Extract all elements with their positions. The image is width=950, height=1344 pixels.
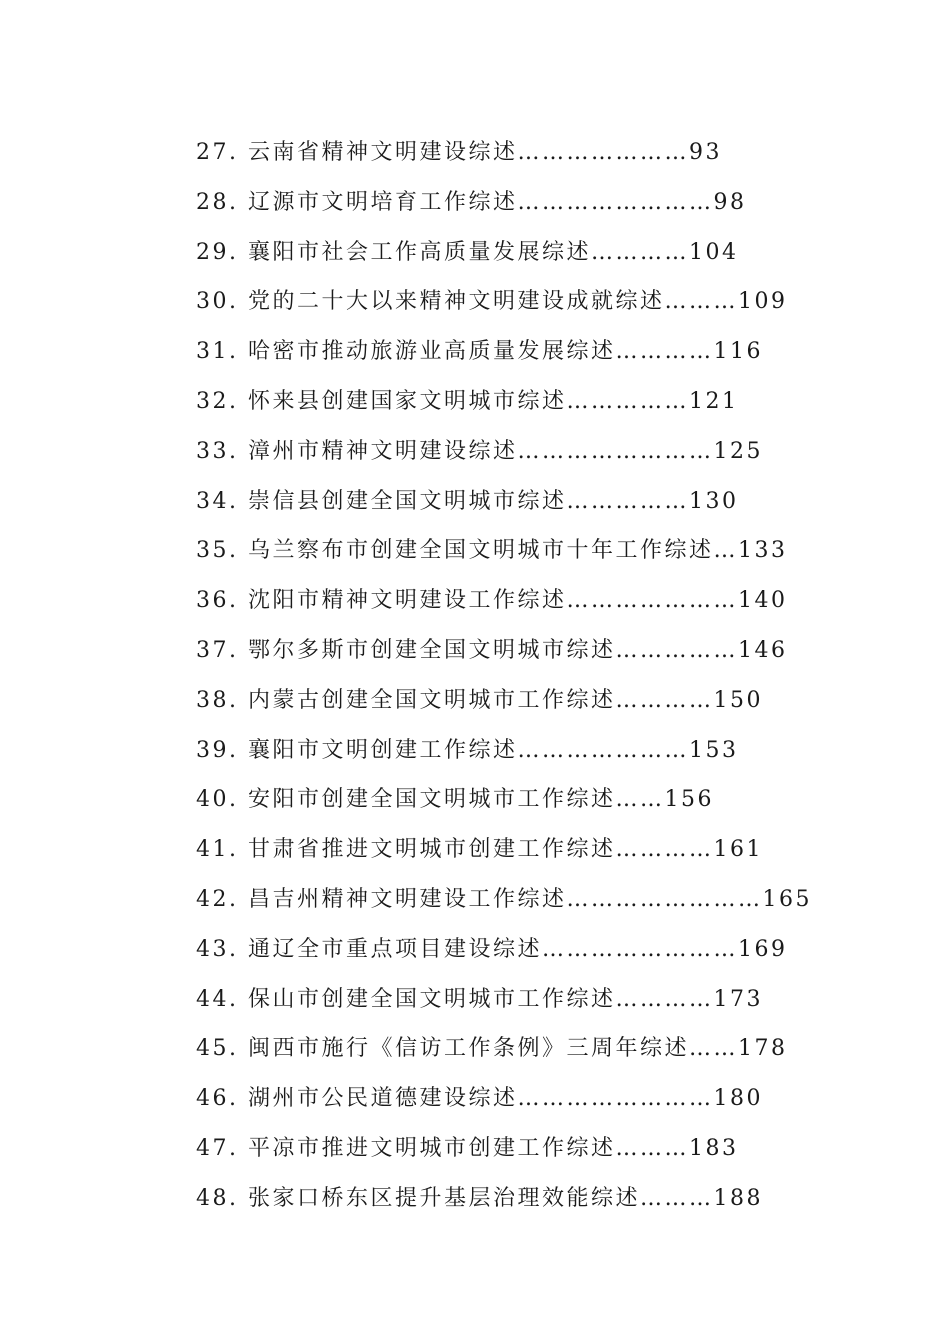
entry-number: 40. — [196, 787, 239, 813]
entry-page-number: 169 — [738, 936, 788, 962]
entry-title: 云南省精神文明建设综述 — [248, 140, 518, 165]
entry-title: 漳州市精神文明建设综述 — [248, 438, 518, 464]
entry-title: 怀来县创建国家文明城市综述 — [248, 388, 567, 414]
entry-leader-dots: ……… — [664, 289, 739, 315]
entry-title: 襄阳市社会工作高质量发展综述 — [248, 239, 592, 265]
entry-number: 46. — [196, 1086, 239, 1112]
entry-number: 47. — [196, 1135, 239, 1161]
entry-page-number: 156 — [664, 787, 715, 813]
table-of-contents — [196, 128, 896, 1224]
entry-title: 通辽全市重点项目建设综述 — [248, 936, 543, 962]
entry-title: 保山市创建全国文明城市工作综述 — [248, 986, 616, 1012]
entry-page-number: 153 — [689, 737, 739, 763]
entry-leader-dots: …… — [615, 787, 665, 813]
entry-page-number: 180 — [713, 1086, 764, 1112]
entry-title: 平凉市推进文明城市创建工作综述 — [248, 1135, 616, 1161]
toc-entry — [196, 377, 896, 427]
entry-number: 45. — [196, 1036, 239, 1062]
entry-title: 崇信县创建全国文明城市综述 — [248, 488, 567, 514]
toc-entry — [196, 1124, 896, 1174]
entry-title: 内蒙古创建全国文明城市工作综述 — [248, 687, 616, 713]
toc-entry — [196, 576, 896, 626]
toc-entry — [196, 626, 896, 676]
entry-page-number: 125 — [713, 438, 764, 464]
entry-title: 甘肃省推进文明城市创建工作综述 — [248, 837, 616, 863]
toc-entry — [196, 875, 896, 925]
entry-number: 33. — [196, 438, 239, 464]
entry-leader-dots: …………………… — [517, 189, 714, 215]
entry-leader-dots: ……… — [615, 1135, 690, 1161]
toc-entry — [196, 427, 896, 477]
entry-leader-dots: ………… — [615, 687, 714, 713]
entry-leader-dots: …………………… — [566, 886, 763, 912]
entry-title: 湖州市公民道德建设综述 — [248, 1086, 518, 1112]
entry-leader-dots: …………… — [566, 388, 690, 414]
entry-leader-dots: ………… — [615, 339, 714, 365]
entry-page-number: 188 — [713, 1185, 764, 1211]
toc-entry — [196, 327, 896, 377]
entry-number: 35. — [196, 538, 239, 564]
entry-number: 39. — [196, 737, 239, 763]
entry-leader-dots: ………………… — [566, 588, 739, 614]
entry-leader-dots: ………… — [591, 239, 690, 265]
toc-entry — [196, 925, 896, 975]
entry-title: 哈密市推动旅游业高质量发展综述 — [248, 339, 616, 365]
entry-leader-dots: …………… — [566, 488, 690, 514]
entry-title: 辽源市文明培育工作综述 — [248, 189, 518, 215]
toc-entry — [196, 825, 896, 875]
entry-title: 沈阳市精神文明建设工作综述 — [248, 588, 567, 614]
entry-number: 29. — [196, 239, 239, 265]
entry-leader-dots: …………… — [615, 637, 739, 663]
entry-page-number: 146 — [738, 637, 788, 663]
toc-entry — [196, 726, 896, 776]
entry-title: 安阳市创建全国文明城市工作综述 — [248, 787, 616, 813]
entry-page-number: 121 — [689, 388, 739, 414]
entry-title: 鄂尔多斯市创建全国文明城市综述 — [248, 637, 616, 663]
toc-entry — [196, 1074, 896, 1124]
entry-number: 38. — [196, 687, 239, 713]
entry-page-number: 183 — [689, 1135, 739, 1161]
entry-leader-dots: …………………… — [517, 1086, 714, 1112]
entry-page-number: 98 — [713, 189, 747, 215]
entry-number: 41. — [196, 837, 239, 863]
entry-number: 34. — [196, 488, 239, 514]
entry-title: 昌吉州精神文明建设工作综述 — [248, 886, 567, 912]
entry-page-number: 109 — [738, 289, 788, 315]
toc-entry — [196, 228, 896, 278]
entry-title: 襄阳市文明创建工作综述 — [248, 737, 518, 763]
entry-number: 28. — [196, 189, 239, 215]
entry-number: 27. — [196, 140, 239, 165]
entry-leader-dots: … — [713, 538, 739, 564]
entry-page-number: 150 — [713, 687, 764, 713]
entry-page-number: 104 — [689, 239, 739, 265]
entry-number: 48. — [196, 1185, 239, 1211]
entry-number: 30. — [196, 289, 239, 315]
entry-number: 42. — [196, 886, 239, 912]
entry-title: 党的二十大以来精神文明建设成就综述 — [248, 289, 665, 315]
toc-entry — [196, 526, 896, 576]
entry-title: 乌兰察布市创建全国文明城市十年工作综述 — [248, 538, 714, 564]
entry-leader-dots: ………… — [615, 986, 714, 1012]
entry-page-number: 161 — [713, 837, 764, 863]
entry-page-number: 165 — [762, 886, 813, 912]
entry-number: 43. — [196, 936, 239, 962]
entry-number: 32. — [196, 388, 239, 414]
toc-entry — [196, 277, 896, 327]
entry-page-number: 173 — [713, 986, 764, 1012]
entry-page-number: 93 — [689, 140, 723, 165]
entry-leader-dots: …………………… — [517, 438, 714, 464]
entry-number: 36. — [196, 588, 239, 614]
entry-number: 31. — [196, 339, 239, 365]
entry-leader-dots: ………… — [615, 837, 714, 863]
entry-page-number: 130 — [689, 488, 739, 514]
toc-entry — [196, 676, 896, 726]
entry-leader-dots: ……… — [640, 1185, 714, 1211]
toc-entry — [196, 1174, 896, 1224]
entry-number: 37. — [196, 637, 239, 663]
entry-title: 闽西市施行《信访工作条例》三周年综述 — [248, 1036, 690, 1062]
entry-page-number: 178 — [738, 1036, 788, 1062]
entry-leader-dots: …… — [689, 1036, 739, 1062]
entry-page-number: 116 — [713, 339, 764, 365]
toc-entry — [196, 975, 896, 1025]
toc-entry — [196, 1024, 896, 1074]
toc-entry — [196, 477, 896, 527]
toc-entry — [196, 775, 896, 825]
entry-leader-dots: …………………… — [542, 936, 739, 962]
entry-title: 张家口桥东区提升基层治理效能综述 — [248, 1185, 641, 1211]
entry-leader-dots: ………………… — [517, 140, 690, 165]
entry-page-number: 133 — [738, 538, 788, 564]
entry-number: 44. — [196, 986, 239, 1012]
toc-entry — [196, 178, 896, 228]
entry-leader-dots: ………………… — [517, 737, 690, 763]
toc-entry — [196, 128, 896, 178]
entry-page-number: 140 — [738, 588, 788, 614]
